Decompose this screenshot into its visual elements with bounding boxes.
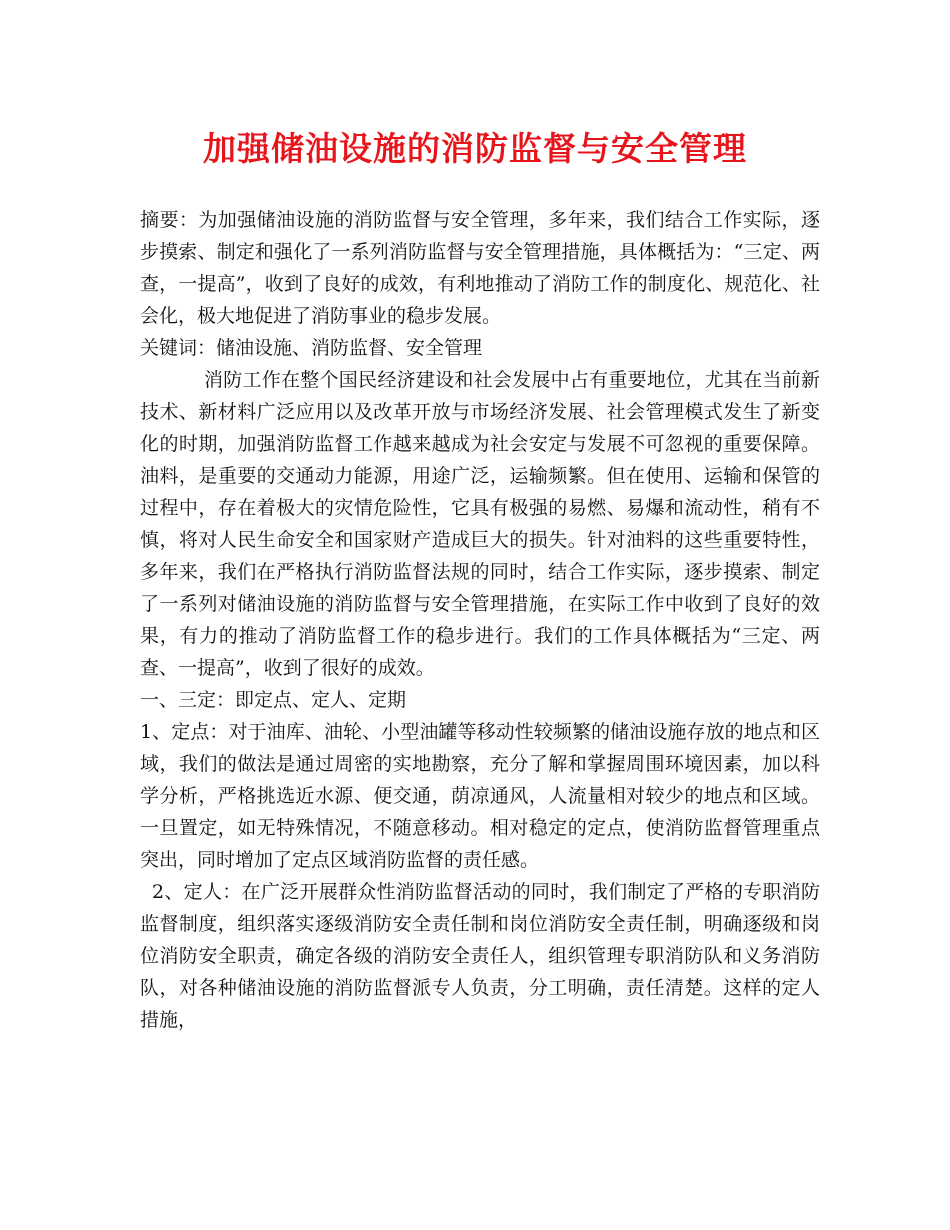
document-body — [140, 204, 820, 1036]
list-item-define-personnel: 2、定人：在广泛开展群众性消防监督活动的同时，我们制定了严格的专职消防监督制度，组织落实逐级消防安全责任制和岗位消防安全责任制，明确逐级和岗位消防安全职责，确定各级的消防安全责任人，组织管理专职消防队和义务消防队，对各种储油设施的消防监督派专人负责，分工明确，责任清楚。这样的定人措施， — [140, 881, 820, 1031]
section-heading: 一、三定：即定点、定人、定期 — [140, 689, 407, 711]
abstract-paragraph: 摘要：为加强储油设施的消防监督与安全管理，多年来，我们结合工作实际，逐步摸索、制定和强化了一系列消防监督与安全管理措施，具体概括为：“三定、两查，一提高”，收到了良好的成效，有利地推动了消防工作的制度化、规范化、社会化，极大地促进了消防事业的稳步发展。 — [140, 209, 820, 327]
keywords-line: 关键词：储油设施、消防监督、安全管理 — [140, 337, 483, 359]
list-item-define-location: 1、定点：对于油库、油轮、小型油罐等移动性较频繁的储油设施存放的地点和区域，我们的做法是通过周密的实地勘察，充分了解和掌握周围环境因素，加以科学分析，严格挑选近水源、便交通，荫凉通风，人流量相对较少的地点和区域。一旦置定，如无特殊情况，不随意移动。相对稳定的定点，使消防监督管理重点突出，同时增加了定点区域消防监督的责任感。 — [140, 721, 820, 871]
document-title: 加强储油设施的消防监督与安全管理 — [203, 129, 747, 168]
intro-paragraph: 消防工作在整个国民经济建设和社会发展中占有重要地位，尤其在当前新技术、新材料广泛应用以及改革开放与市场经济发展、社会管理模式发生了新变化的时期，加强消防监督工作越来越成为社会安定与发展不可忽视的重要保障。油料，是重要的交通动力能源，用途广泛，运输频繁。但在使用、运输和保管的过程中，存在着极大的灾情危险性，它具有极强的易燃、易爆和流动性，稍有不慎，将对人民生命安全和国家财产造成巨大的损失。针对油料的这些重要特性，多年来，我们在严格执行消防监督法规的同时，结合工作实际，逐步摸索、制定了一系列对储油设施的消防监督与安全管理措施，在实际工作中收到了良好的效果，有力的推动了消防监督工作的稳步进行。我们的工作具体概括为“三定、两查、一提高”，收到了很好的成效。 — [140, 369, 820, 679]
